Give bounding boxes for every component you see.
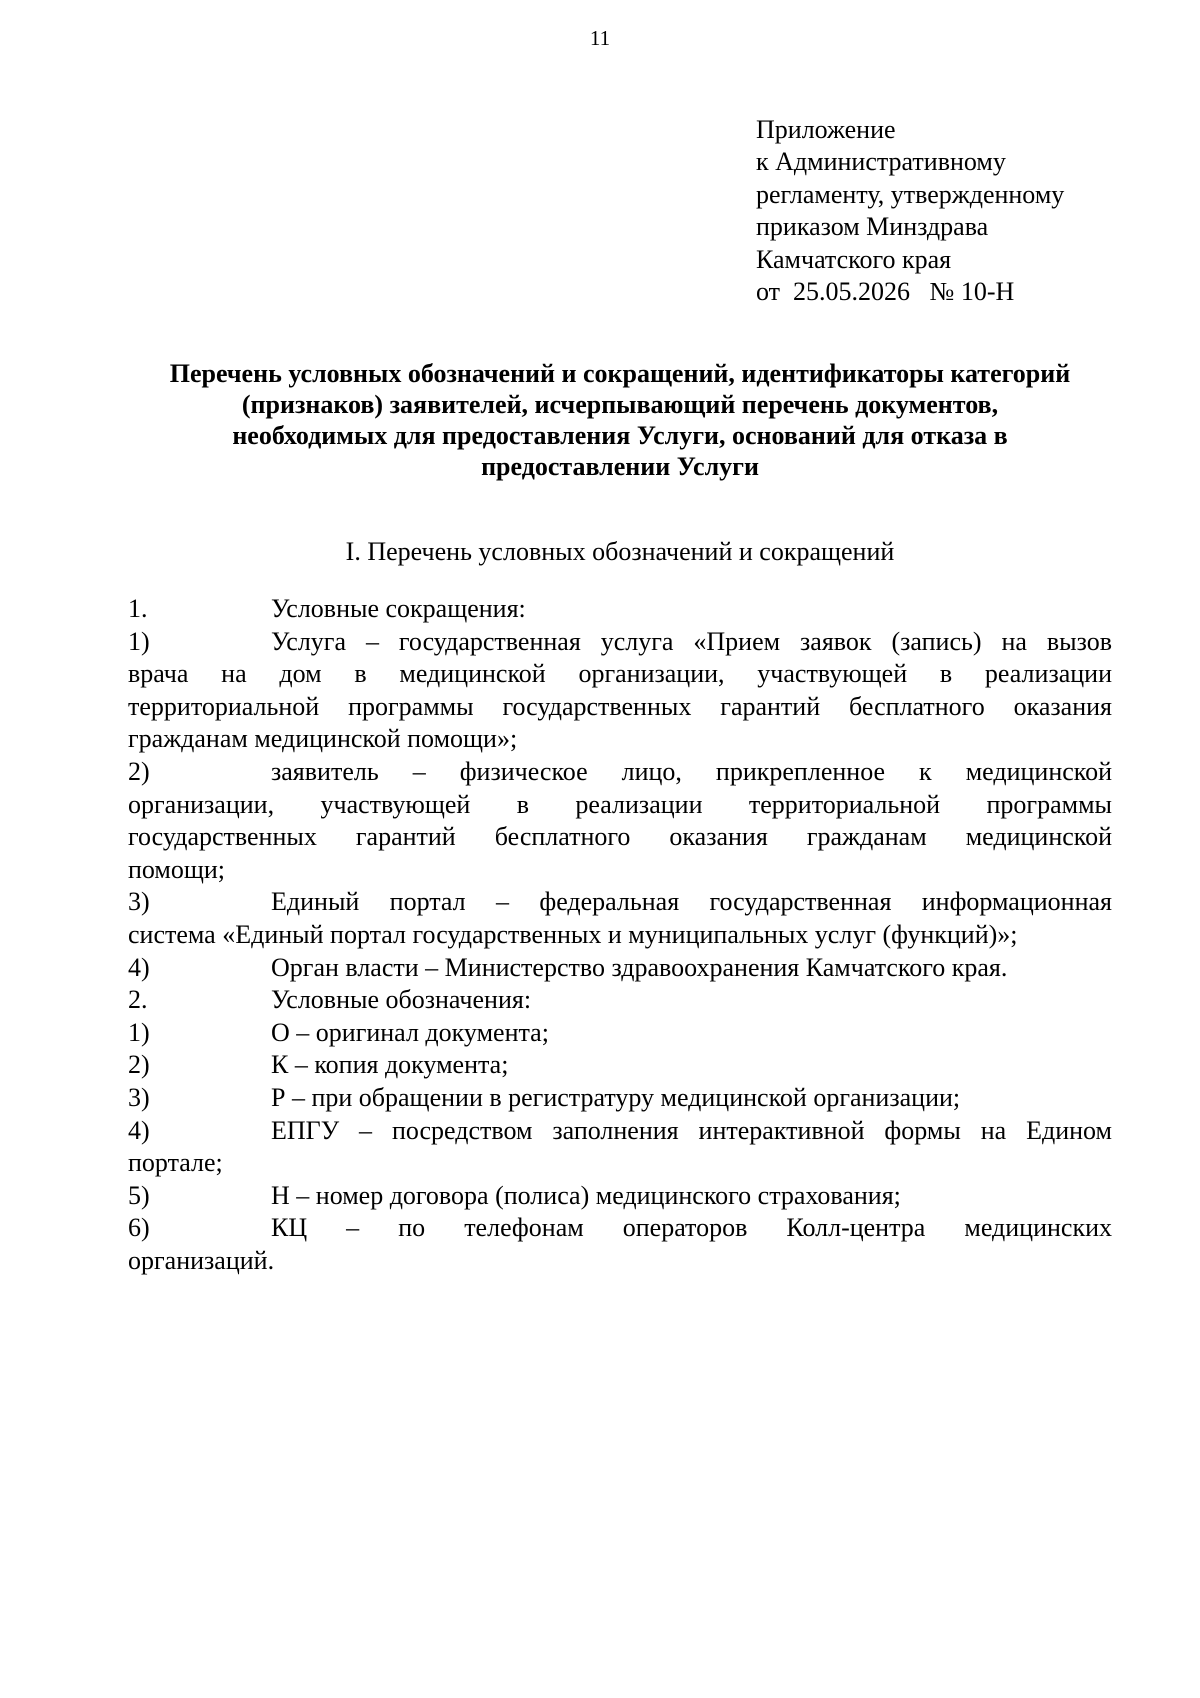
list-item-number: 2) xyxy=(128,756,150,786)
list-item xyxy=(128,886,1112,919)
list-item-continuation: организации, участвующей в реализации территориальной программы xyxy=(128,789,1112,819)
appendix-block xyxy=(756,114,1064,308)
list-item xyxy=(128,1180,1112,1213)
list-item-continuation: государственных гарантий бесплатного оказания гражданам медицинской xyxy=(128,822,1112,852)
list-item-number: 2) xyxy=(128,1050,150,1080)
appendix-line: приказом Минздрава xyxy=(756,212,989,242)
list-item-number: 5) xyxy=(128,1180,150,1210)
list-item-continuation: портале; xyxy=(128,1148,223,1178)
list-item-number: 6) xyxy=(128,1213,150,1243)
list-item-number: 2. xyxy=(128,985,148,1015)
list-item-number: 1) xyxy=(128,626,150,656)
list-item-text: ЕПГУ – посредством заполнения интерактивной формы на Едином xyxy=(271,1115,1112,1145)
list-item-continuation: система «Единый портал государственных и муниципальных услуг (функций)»; xyxy=(128,919,1018,949)
list-item-continuation: гражданам медицинской помощи»; xyxy=(128,724,518,754)
list-item-text: Р – при обращении в регистратуру медицинской организации; xyxy=(271,1082,961,1112)
list-item-text: Услуга – государственная услуга «Прием заявок (запись) на вызов xyxy=(271,626,1112,656)
list-item-number: 4) xyxy=(128,1115,150,1145)
appendix-line: к Административному xyxy=(756,147,1006,177)
list-item-text: КЦ – по телефонам операторов Колл-центра медицинских xyxy=(271,1213,1112,1243)
list-item xyxy=(128,1049,1112,1082)
appendix-line: Приложение xyxy=(756,115,896,144)
list-item-number: 1. xyxy=(128,594,148,623)
list-item-text: О – оригинал документа; xyxy=(271,1017,549,1047)
title-line: предоставлении Услуги xyxy=(481,452,759,481)
document-title xyxy=(110,358,1130,482)
list-item xyxy=(128,1017,1112,1050)
list-item-text: К – копия документа; xyxy=(271,1050,509,1080)
list-item-text: Орган власти – Министерство здравоохранения Камчатского края. xyxy=(271,952,1008,982)
appendix-line: Камчатского края xyxy=(756,244,952,274)
appendix-line: регламенту, утвержденному xyxy=(756,179,1065,209)
list-item-text: заявитель – физическое лицо, прикрепленное к медицинской xyxy=(271,756,1112,786)
list-item-text: Условные сокращения: xyxy=(271,594,526,623)
appendix-date-line: от 25.05.2026 № 10-Н xyxy=(756,277,1015,307)
list-item-continuation: врача на дом в медицинской организации, участвующей в реализации xyxy=(128,659,1112,689)
list-item-text: Н – номер договора (полиса) медицинского страхования; xyxy=(271,1180,901,1210)
title-line: Перечень условных обозначений и сокращений, идентификаторы категорий xyxy=(169,359,1071,388)
list-item xyxy=(128,1082,1112,1115)
list-item-text: Единый портал – федеральная государственная информационная xyxy=(271,887,1112,917)
list-item-continuation: организаций. xyxy=(128,1245,275,1275)
list-item-number: 3) xyxy=(128,1082,150,1112)
list-item-number: 1) xyxy=(128,1017,150,1047)
list-item xyxy=(128,756,1112,789)
title-line: (признаков) заявителей, исчерпывающий перечень документов, xyxy=(241,390,999,419)
list-item xyxy=(128,1212,1112,1245)
definitions-list xyxy=(128,593,1112,1277)
page-number: 11 xyxy=(589,26,611,50)
title-line: необходимых для предоставления Услуги, оснований для отказа в xyxy=(232,421,1008,450)
list-item xyxy=(128,952,1112,985)
list-item xyxy=(128,626,1112,659)
list-item-number: 4) xyxy=(128,952,150,982)
list-item xyxy=(128,984,1112,1017)
list-item-text: Условные обозначения: xyxy=(271,985,532,1015)
list-item xyxy=(128,1115,1112,1148)
section-heading: I. Перечень условных обозначений и сокращений xyxy=(345,537,895,566)
list-item-continuation: помощи; xyxy=(128,854,226,884)
list-item-continuation: территориальной программы государственных гарантий бесплатного оказания xyxy=(128,691,1112,721)
list-item xyxy=(128,593,1112,626)
list-item-number: 3) xyxy=(128,887,150,917)
